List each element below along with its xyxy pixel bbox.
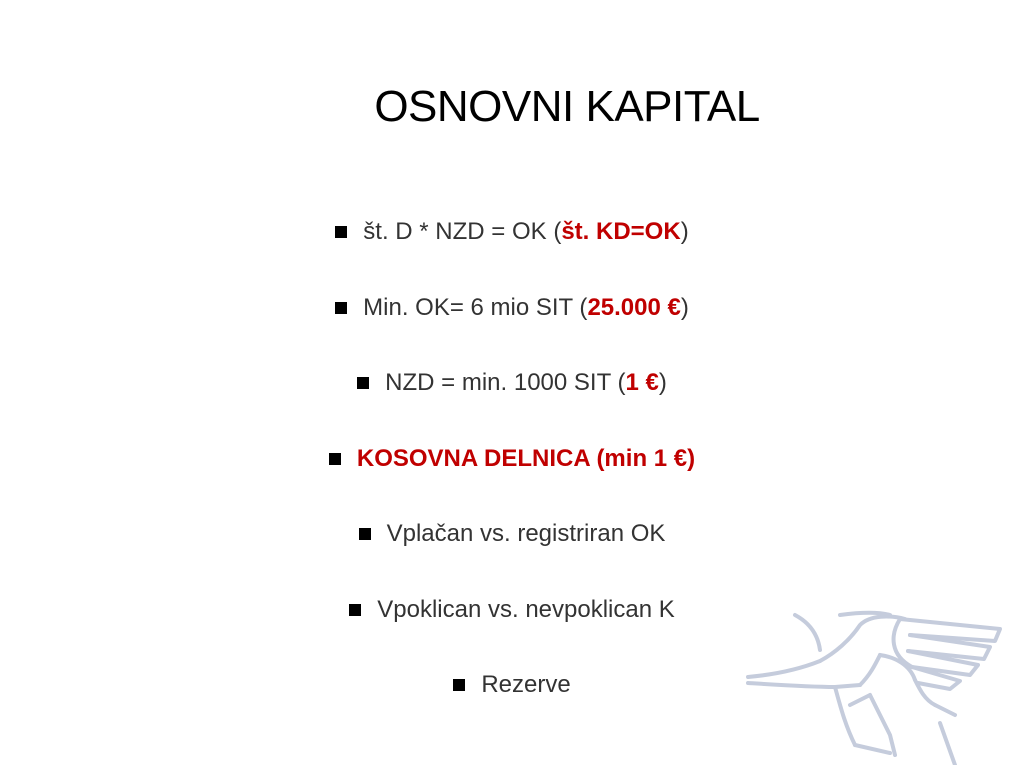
- bullet-text: [363, 290, 689, 326]
- bullet-text-plain: Min. OK= 6 mio SIT (: [363, 293, 588, 321]
- bullet-item: [0, 290, 1024, 366]
- bullet-item: [0, 441, 1024, 517]
- square-bullet-icon: [329, 453, 341, 465]
- square-bullet-icon: [349, 604, 361, 616]
- bullet-item: [0, 516, 1024, 592]
- square-bullet-icon: [453, 679, 465, 691]
- bullet-text-plain: Rezerve: [481, 671, 571, 698]
- bullet-text-plain-end: ): [680, 218, 689, 245]
- bullet-text: [377, 592, 675, 628]
- bullet-text: [385, 365, 667, 401]
- square-bullet-icon: [359, 528, 371, 540]
- square-bullet-icon: [335, 302, 347, 314]
- bullet-text: [387, 516, 666, 552]
- slide-title: OSNOVNI KAPITAL: [374, 82, 760, 131]
- bullet-item: [0, 214, 1024, 290]
- bullet-text-plain: Vpoklican vs. nevpoklican K: [377, 595, 675, 623]
- square-bullet-icon: [335, 226, 347, 238]
- bullet-text-plain-end: ): [658, 369, 667, 396]
- bullet-text-highlight: 1 €: [625, 369, 659, 396]
- bullet-text-highlight: št. KD=OK: [561, 218, 681, 245]
- bullet-text-plain: NZD = min. 1000 SIT (: [385, 369, 626, 396]
- bullet-text-plain: št. D * NZD = OK (: [363, 218, 562, 245]
- bullet-text-plain: Vplačan vs. registriran OK: [386, 520, 666, 547]
- bullet-text-highlight: KOSOVNA DELNICA (min 1 €): [356, 444, 696, 472]
- bullet-text: [363, 214, 688, 250]
- bullet-text: [357, 441, 695, 477]
- square-bullet-icon: [357, 377, 369, 389]
- bullet-text-highlight: 25.000 €: [587, 293, 681, 321]
- bullet-item: [0, 365, 1024, 441]
- bullet-text-plain-end: ): [680, 293, 689, 321]
- bullet-text: [481, 667, 570, 703]
- winged-hand-logo-icon: [740, 605, 1010, 765]
